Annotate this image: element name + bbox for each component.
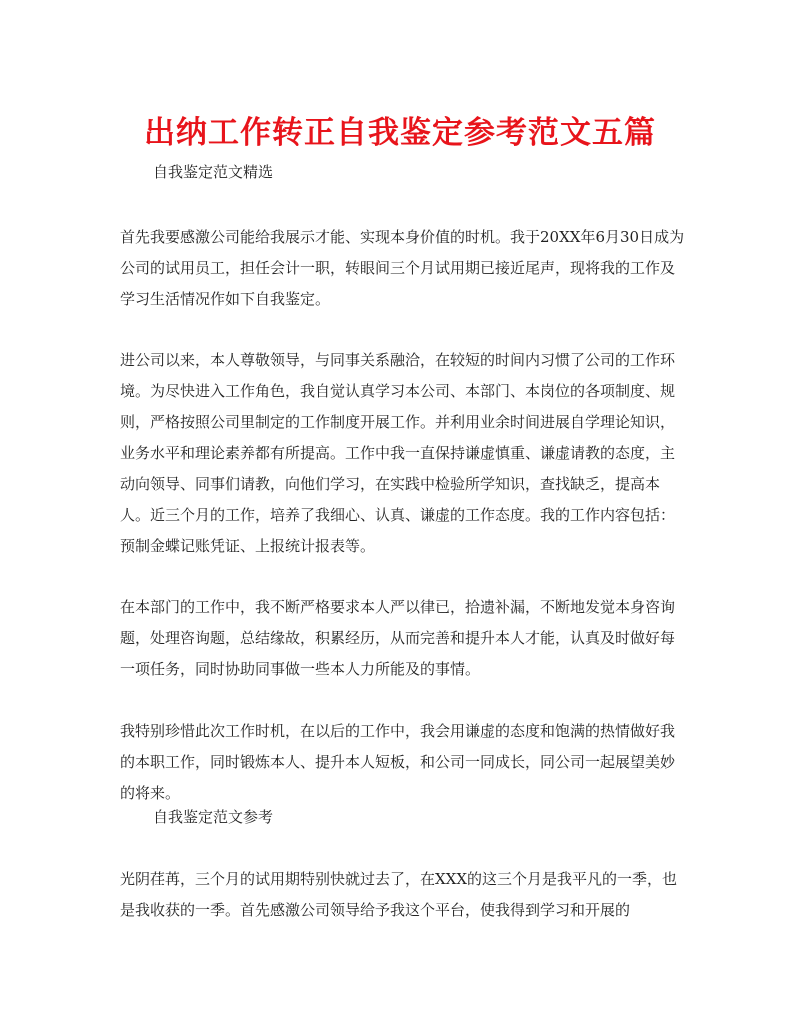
document-title: 出纳工作转正自我鉴定参考范文五篇 [144,115,656,151]
paragraph-2: 进公司以来，本人尊敬领导，与同事关系融洽，在较短的时间内习惯了公司的工作环境。为尽快进入工作角色，我自觉认真学习本公司、本部门、本岗位的各项制度、规则，严格按照公司里制定的工作制度开展工作。并利用业余时间进展自学理论知识，业务水平和理论素养都有所提高。工作中我一直保持谦虚慎重、谦虚请教的态度，主动向领导、同事们请教，向他们学习，在实践中检验所学知识，查找缺乏，提高本人。近三个月的工作，培养了我细心、认真、谦虚的工作态度。我的工作内容包括：预制金蝶记账凭证、上报统计报表等。 [120,351,676,555]
paragraph-4: 我特别珍惜此次工作时机，在以后的工作中，我会用谦虚的态度和饱满的热情做好我的本职工作，同时锻炼本人、提升本人短板，和公司一同成长，同公司一起展望美妙的将来。 [120,722,676,802]
paragraph-5: 光阴荏苒，三个月的试用期特别快就过去了，在XXX的这三个月是我平凡的一季，也是我收获的一季。首先感激公司领导给予我这个平台，使我得到学习和开展的 [120,870,678,919]
section-heading-reference: 自我鉴定范文参考 [153,808,274,826]
paragraph-3: 在本部门的工作中，我不断严格要求本人严以律已，拾遗补漏，不断地发觉本身咨询题，处理咨询题，总结缘故，积累经历，从而完善和提升本人才能，认真及时做好每一项任务，同时协助同事做一些本人力所能及的事情。 [120,598,676,678]
section-heading-selected: 自我鉴定范文精选 [153,163,274,181]
paragraph-1: 首先我要感激公司能给我展示才能、实现本身价值的时机。我于20XX年6月30日成为公司的试用员工，担任会计一职，转眼间三个月试用期已接近尾声，现将我的工作及学习生活情况作如下自我鉴定。 [120,228,685,308]
